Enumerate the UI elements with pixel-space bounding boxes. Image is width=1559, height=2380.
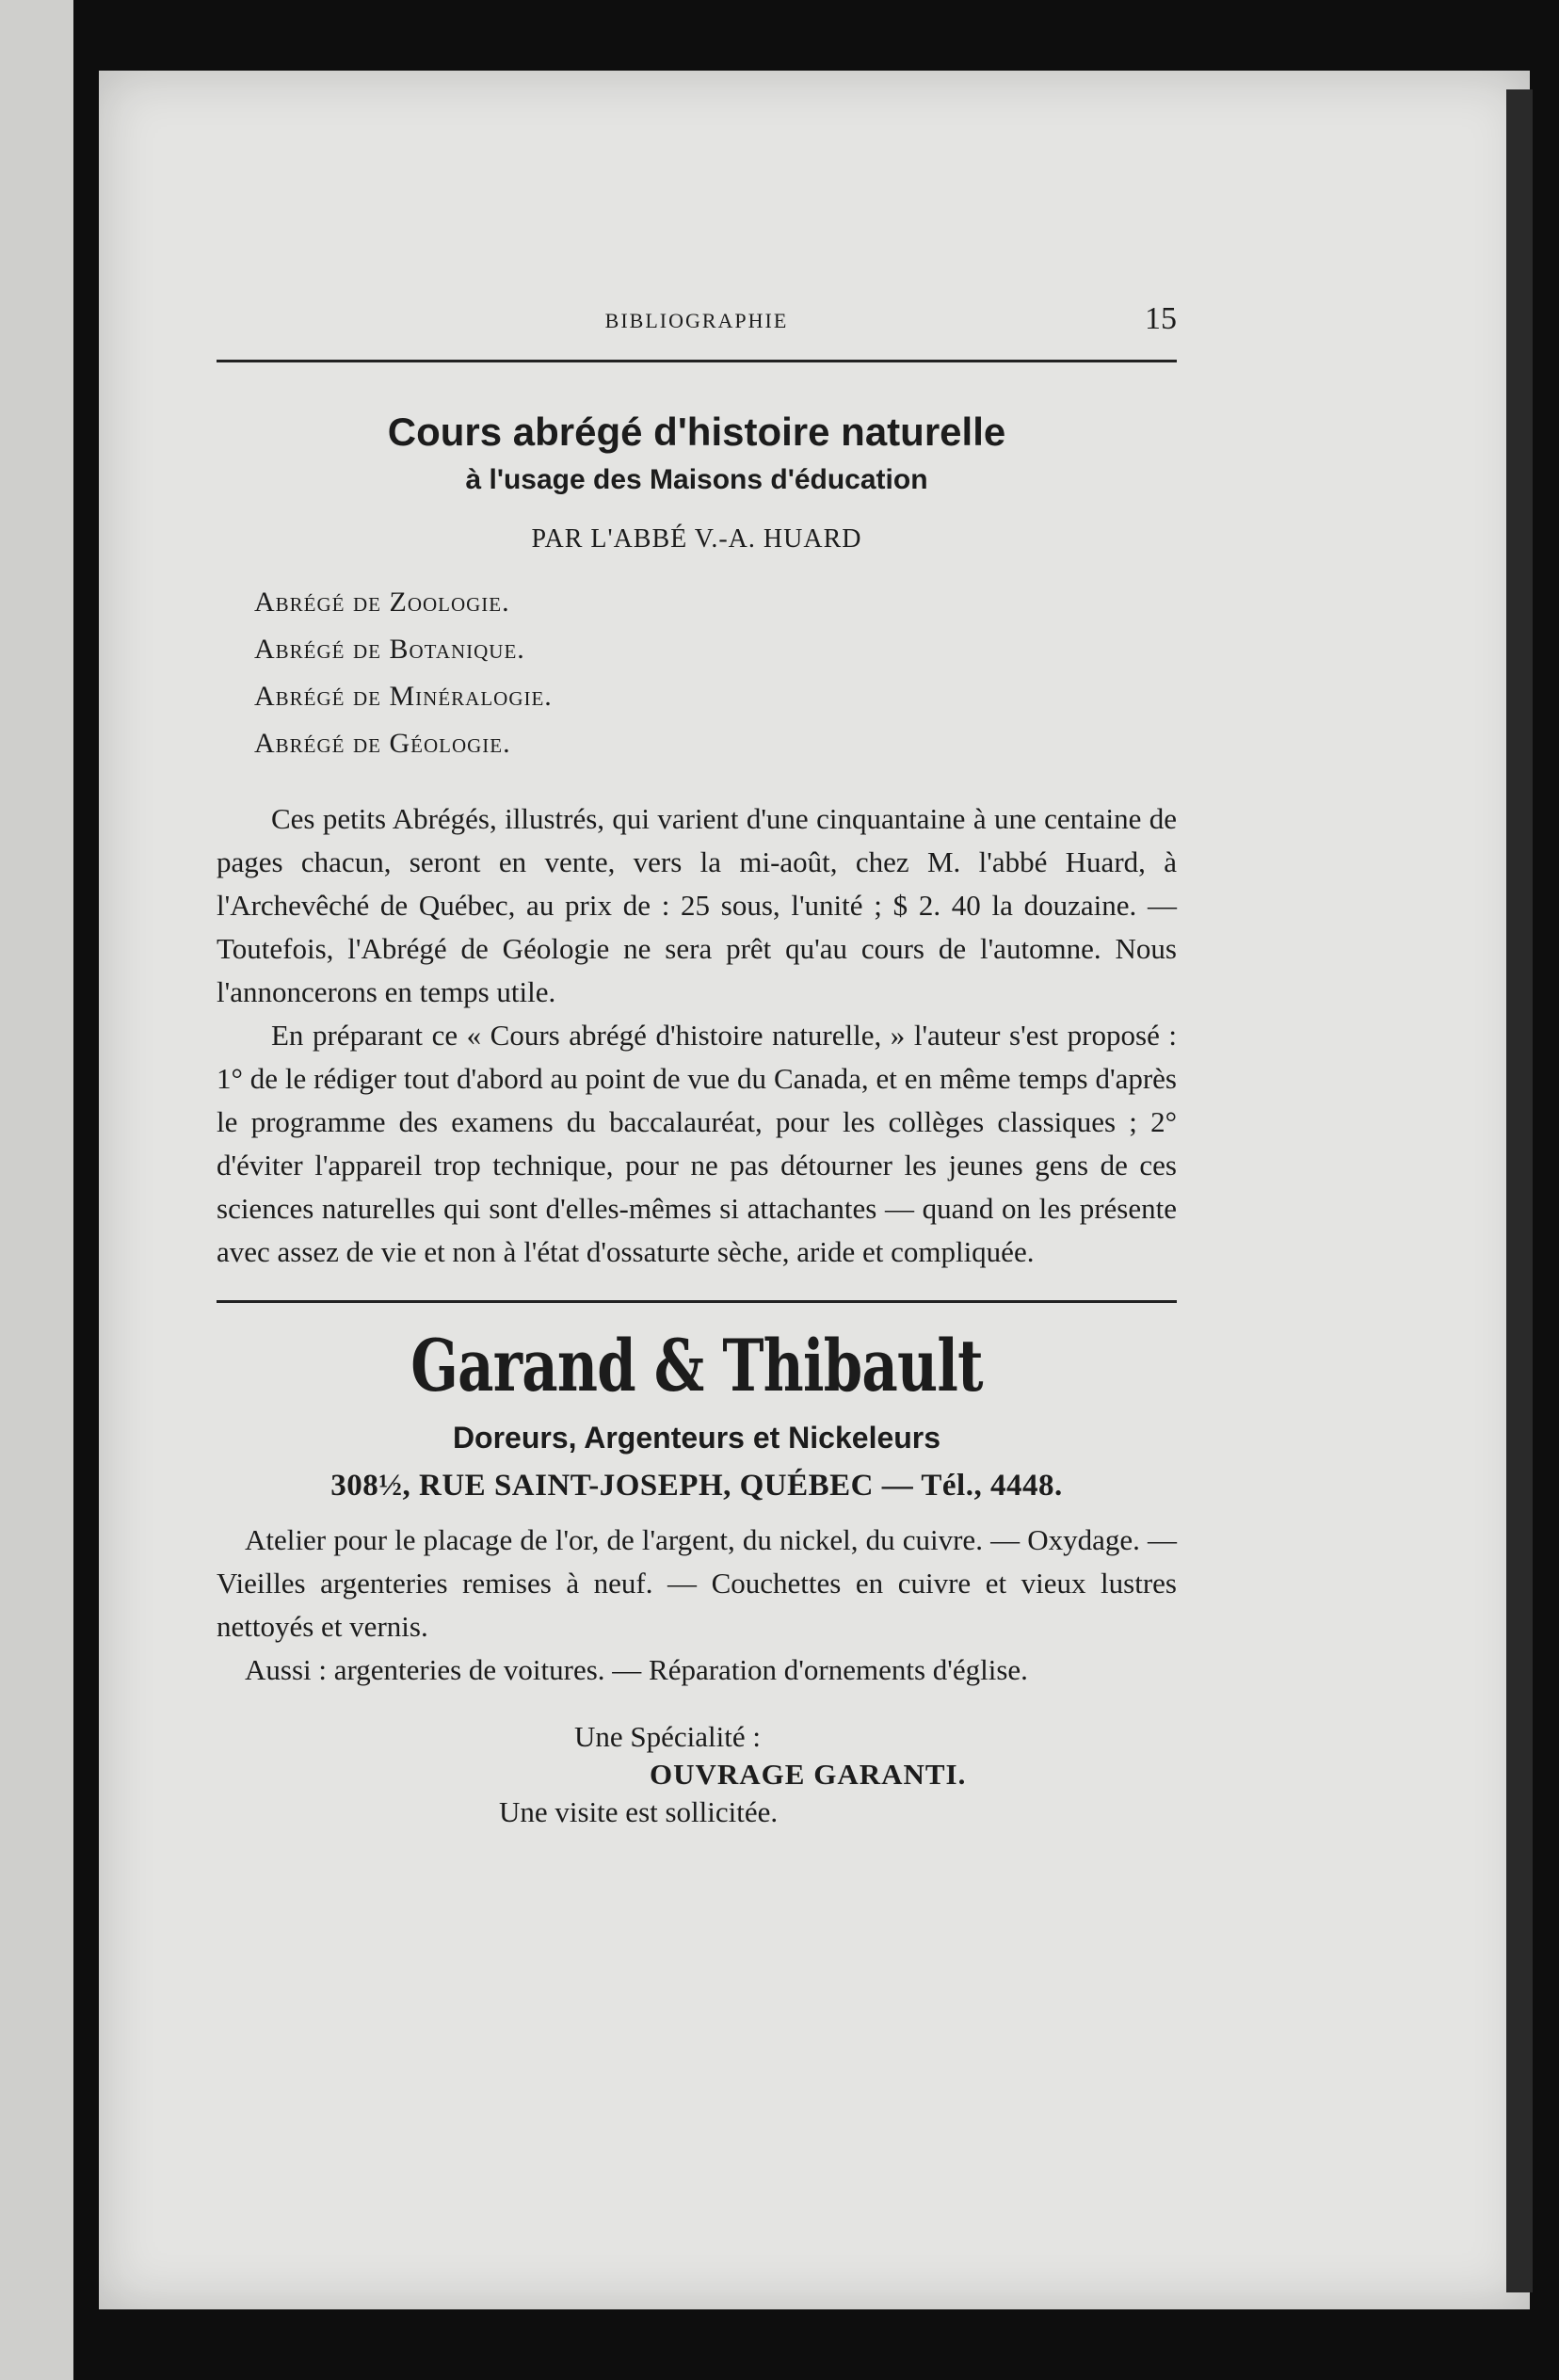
article-title: Cours abrégé d'histoire naturelle xyxy=(387,410,1006,454)
visit-note: Une visite est sollicitée. xyxy=(499,1795,779,1828)
running-head xyxy=(217,301,1177,362)
section-divider xyxy=(217,1300,1177,1303)
article-subtitle: à l'usage des Maisons d'éducation xyxy=(465,464,928,495)
running-title: BIBLIOGRAPHIE xyxy=(604,309,789,332)
ad-paragraph: Aussi : argenteries de voitures. — Réparation d'ornements d'église. xyxy=(245,1653,1028,1686)
specialty-label: Une Spécialité : xyxy=(574,1720,761,1753)
abreges-list xyxy=(254,579,1177,767)
advertiser-address: 308½, RUE SAINT-JOSEPH, QUÉBEC — Tél., 4448. xyxy=(330,1469,1063,1503)
list-item: Abrégé de Minéralogie. xyxy=(254,681,553,712)
article-paragraph: En préparant ce « Cours abrégé d'histoire naturelle, » l'auteur s'est proposé : 1° de le rédiger tout d'abord au point de vue du Canada, et en même temps d'après le programme des examens du baccalauréat, pour les collèges classiques ; 2° d'éviter l'appareil trop technique, pour ne pas détourner les jeunes gens de ces sciences naturelles qui sont d'elles-mêmes si attachantes — quand on les présente avec assez de vie et non à l'état d'ossaturte sèche, aride et compliquée. xyxy=(217,1019,1177,1268)
page-content xyxy=(217,301,1177,1829)
page-edge-shadow xyxy=(1506,89,1533,2292)
list-item: Abrégé de Géologie. xyxy=(254,728,511,759)
facing-page-edge xyxy=(0,0,73,2380)
specialty-value: OUVRAGE GARANTI. xyxy=(650,1758,967,1791)
advertiser-name: Garand & Thibault xyxy=(410,1324,983,1407)
page-number: 15 xyxy=(1145,301,1177,336)
ad-paragraph: Atelier pour le placage de l'or, de l'argent, du nickel, du cuivre. — Oxydage. — Vieilles argenteries remises à neuf. — Couchettes en cuivre et vieux lustres nettoyés et vernis. xyxy=(217,1523,1177,1643)
article-paragraph: Ces petits Abrégés, illustrés, qui varient d'une cinquantaine à une centaine de pages chacun, seront en vente, vers la mi-août, chez M. l'abbé Huard, à l'Archevêché de Québec, au prix de : 25 sous, l'unité ; $ 2. 40 la douzaine. — Toutefois, l'Abrégé de Géologie ne sera prêt qu'au cours de l'automne. Nous l'annoncerons en temps utile. xyxy=(217,802,1177,1008)
list-item: Abrégé de Botanique. xyxy=(254,634,525,665)
article-byline: PAR L'ABBÉ V.-A. HUARD xyxy=(531,524,862,554)
advertiser-trade: Doreurs, Argenteurs et Nickeleurs xyxy=(452,1421,941,1455)
list-item: Abrégé de Zoologie. xyxy=(254,587,510,618)
